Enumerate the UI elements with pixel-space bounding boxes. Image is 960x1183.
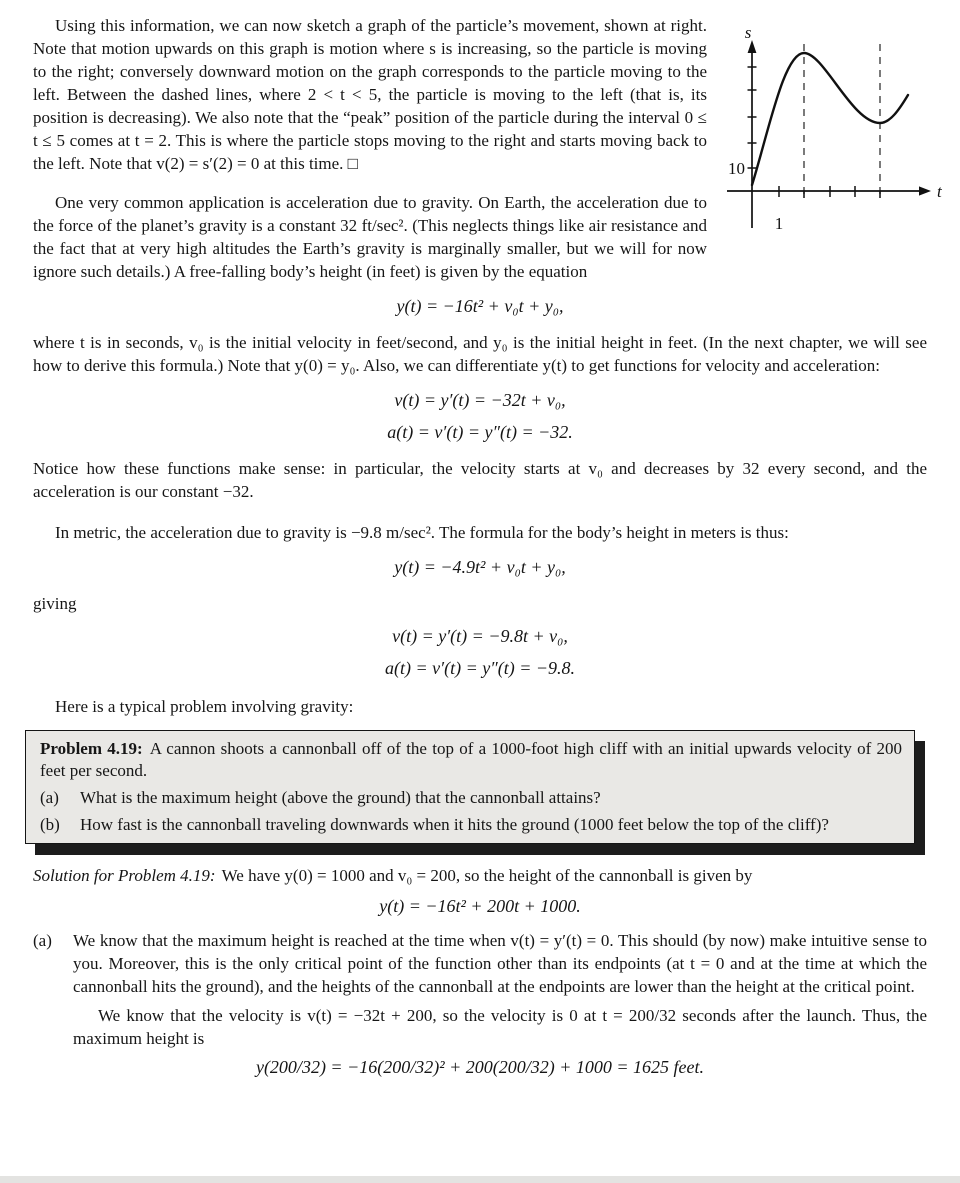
solution-lead: [33, 864, 927, 887]
paragraph-metric: In metric, the acceleration due to gravity is −9.8 m/sec². The formula for the body’s height in meters is thus:: [55, 523, 789, 542]
equation-group-feet: [33, 387, 927, 445]
paragraph-where-t: where t is in seconds, v₀ is the initial velocity in feet/second, and y₀ is the initial height in feet. (In the next chapter, we will see how to derive this formula.) Note that y(0) = y₀. Also, we can differentiate y(t) to get functions for velocity and acceleration:: [33, 333, 927, 375]
paragraph-giving: giving: [33, 594, 77, 613]
equation-velocity-feet: v(t) = y′(t) = −32t + v₀,: [394, 390, 566, 410]
paragraph-sketch-graph: Using this information, we can now sketch a graph of the particle’s movement, shown at right. Note that motion upwards on this graph is motion where s is increasing, so the particle is moving to the right; conversely downward motion on the graph corresponds to the particle moving to the left. Between the dashed lines, where 2 < t < 5, the particle is moving to the left (that is, its position is decreasing). We also note that the “peak” position of the particle during the interval 0 ≤ t ≤ 5 comes at t = 2. This is where the particle stops moving to the right and starts moving back to the left. Note that v(2) = s′(2) = 0 at this time. □: [33, 16, 707, 173]
problem-item-a-text: What is the maximum height (above the ground) that the cannonball attains?: [80, 788, 601, 807]
position-curve: [752, 53, 908, 185]
problem-statement: [40, 738, 902, 782]
problem-item-b: [40, 814, 902, 836]
problem-item-a-label: (a): [40, 788, 59, 807]
t-axis-ticks: [779, 186, 880, 198]
paragraph-notice: Notice how these functions make sense: in particular, the velocity starts at v₀ and decreases by 32 every second, and the acceleration is our constant −32.: [33, 459, 927, 501]
solution-equation-height: y(t) = −16t² + 200t + 1000.: [379, 896, 581, 916]
s-axis-label: s: [744, 23, 752, 42]
problem-item-a: [40, 787, 902, 809]
solution-item-a-label: (a): [33, 931, 52, 950]
solution-lead-label: Solution for Problem 4.19:: [33, 866, 216, 885]
problem-item-b-label: (b): [40, 815, 60, 834]
t-axis-label: t: [937, 182, 942, 201]
solution-lead-text: We have y(0) = 1000 and v₀ = 200, so the height of the cannonball is given by: [221, 866, 753, 885]
equation-height-meters: y(t) = −4.9t² + v₀t + y₀,: [394, 557, 566, 577]
paragraph-gravity-intro: One very common application is acceleration due to gravity. On Earth, the acceleration due to the force of the planet’s gravity is a constant 32 ft/sec². (This neglects things like air resistance and the fact that at very high altitudes the Earth’s gravity is marginally smaller, but we will for now ignore such details.) A free-falling body’s height (in feet) is given by the equation: [33, 193, 707, 281]
scan-edge-strip: [0, 1176, 960, 1183]
equation-height-feet: y(t) = −16t² + v₀t + y₀,: [396, 296, 564, 316]
equation-group-meters: [33, 623, 927, 681]
problem-number-label: Problem 4.19:: [40, 739, 143, 758]
position-time-graph-svg: [717, 8, 957, 234]
position-time-graph: [717, 8, 957, 234]
s-tick-label-10: 10: [728, 159, 745, 178]
problem-item-b-text: How fast is the cannonball traveling downwards when it hits the ground (1000 feet below the top of the cliff)?: [80, 815, 829, 834]
solution-equation-max-height: y(200/32) = −16(200/32)² + 200(200/32) + 1000 = 1625 feet.: [255, 1057, 705, 1077]
solution-item-a-paragraph-1: We know that the maximum height is reached at the time when v(t) = y′(t) = 0. This should (by now) make intuitive sense to you. Moreover, this is the only critical point of the function other than its endpoints (at t = 0 and at the time at which the cannonball hits the ground), and the heights of the cannonball at the endpoints are lower than the height at the critical point.: [73, 931, 927, 996]
solution-item-a-paragraph-2: We know that the velocity is v(t) = −32t + 200, so the velocity is 0 at t = 200/32 seconds after the launch. Thus, the maximum height is: [73, 1006, 927, 1048]
t-axis-arrow-icon: [919, 186, 931, 195]
t-tick-label-1: 1: [774, 214, 784, 233]
equation-accel-feet: a(t) = v′(t) = y″(t) = −32.: [387, 422, 573, 442]
problem-intro-text: A cannon shoots a cannonball off of the top of a 1000-foot high cliff with an initial upwards velocity of 200 feet per second.: [40, 739, 902, 780]
paragraph-typical-problem: Here is a typical problem involving gravity:: [55, 697, 354, 716]
equation-accel-meters: a(t) = v′(t) = y″(t) = −9.8.: [385, 658, 575, 678]
problem-box: [25, 730, 915, 844]
solution-item-a: [33, 929, 927, 998]
equation-velocity-meters: v(t) = y′(t) = −9.8t + v₀,: [392, 626, 568, 646]
